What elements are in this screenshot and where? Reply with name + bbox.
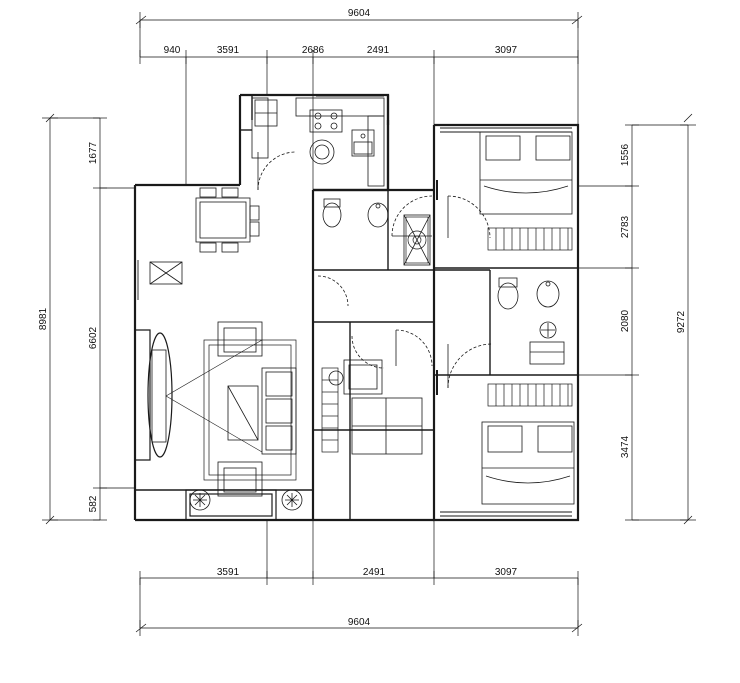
dim-left-6602: 6602: [88, 326, 99, 350]
dim-bottom-2491: 2491: [362, 567, 386, 578]
plant-right: [282, 490, 302, 510]
dim-bottom-outer-9604: 9604: [347, 617, 371, 628]
plant-left: [190, 490, 210, 510]
dim-right-2080: 2080: [620, 309, 631, 333]
dim-bottom-3591: 3591: [216, 567, 240, 578]
dim-right-3474: 3474: [620, 435, 631, 459]
dim-left-582: 582: [88, 495, 99, 513]
dim-top-3591: 3591: [216, 45, 240, 56]
dim-top-outer-9604: 9604: [347, 8, 371, 19]
dim-left-outer-8981: 8981: [38, 307, 49, 331]
dim-right-2783: 2783: [620, 215, 631, 239]
dim-top-2491: 2491: [366, 45, 390, 56]
dim-top-2686: 2686: [301, 45, 325, 56]
dim-left-1677: 1677: [88, 141, 99, 165]
dim-top-940: 940: [163, 45, 181, 56]
dim-right-1556: 1556: [620, 143, 631, 167]
dim-top-3097: 3097: [494, 45, 518, 56]
nightstand-lamp: [540, 322, 556, 338]
dim-bottom-3097: 3097: [494, 567, 518, 578]
dim-right-outer-9272: 9272: [676, 310, 687, 334]
